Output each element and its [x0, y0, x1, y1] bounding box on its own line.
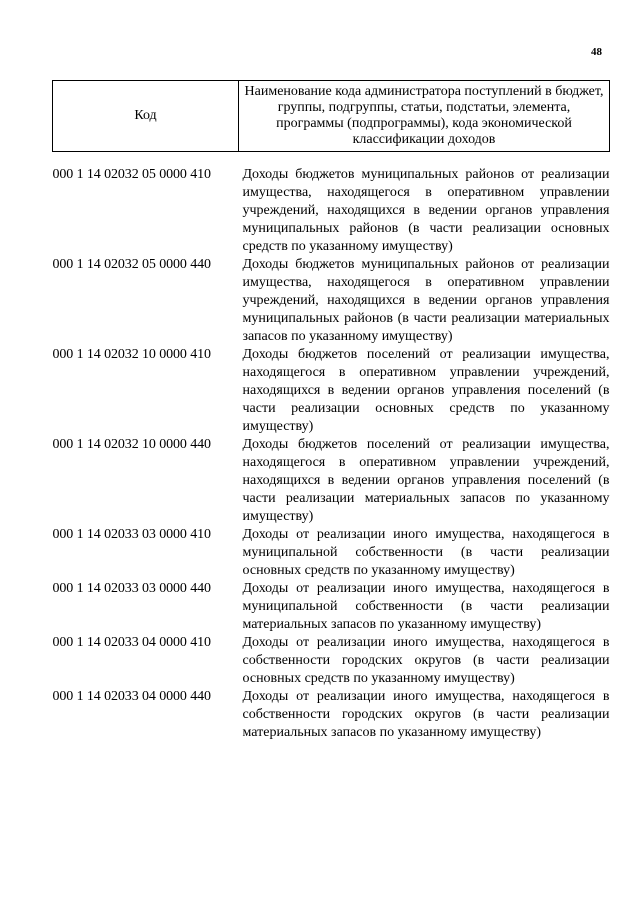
row-code: 000 1 14 02032 10 0000 440 — [52, 437, 211, 452]
table-row — [53, 688, 610, 742]
table-row — [53, 634, 610, 688]
row-code: 000 1 14 02032 05 0000 440 — [52, 257, 211, 272]
row-code: 000 1 14 02032 10 0000 410 — [52, 347, 211, 362]
row-name: Доходы от реализации иного имущества, находящегося в собственности городских округов (в части реализации основных средств по указанному имуществу) — [242, 635, 610, 686]
table-header-row — [53, 81, 610, 152]
income-codes-table — [52, 80, 610, 742]
row-name: Доходы бюджетов муниципальных районов от реализации имущества, находящегося в оперативном управлении учреждений, находящихся в ведении органов управления муниципальных районов (в части реализации материальных запасов по указанному имуществу) — [242, 257, 610, 344]
spacer-row — [53, 152, 610, 167]
table-row — [53, 526, 610, 580]
table-row — [53, 166, 610, 256]
row-name: Доходы бюджетов поселений от реализации имущества, находящегося в оперативном управлении учреждений, находящихся в ведении органов управления поселений (в части реализации материальных запасов по указанному имуществу) — [242, 437, 610, 524]
header-name: Наименование кода администратора поступлений в бюджет, группы, подгруппы, статьи, подстатьи, элемента, программы (подпрограммы), кода экономической классификации доходов — [239, 81, 610, 152]
table-row — [53, 580, 610, 634]
row-code: 000 1 14 02032 05 0000 410 — [52, 167, 211, 182]
page-number: 48 — [591, 46, 602, 58]
row-code: 000 1 14 02033 04 0000 440 — [52, 689, 211, 704]
table-row — [53, 256, 610, 346]
table-row — [53, 436, 610, 526]
header-code: Код — [53, 81, 239, 152]
row-code: 000 1 14 02033 03 0000 410 — [52, 527, 211, 542]
row-name: Доходы бюджетов поселений от реализации имущества, находящегося в оперативном управлении учреждений, находящихся в ведении органов управления поселений (в части реализации основных средств по указанному имуществу) — [242, 347, 610, 434]
row-name: Доходы от реализации иного имущества, находящегося в муниципальной собственности (в части реализации основных средств по указанному имуществу) — [242, 527, 610, 578]
row-name: Доходы бюджетов муниципальных районов от реализации имущества, находящегося в оперативном управлении учреждений, находящихся в ведении органов управления муниципальных районов (в части реализации основных средств по указанному имуществу) — [242, 167, 610, 254]
row-code: 000 1 14 02033 03 0000 440 — [52, 581, 211, 596]
row-code: 000 1 14 02033 04 0000 410 — [52, 635, 211, 650]
row-name: Доходы от реализации иного имущества, находящегося в муниципальной собственности (в части реализации материальных запасов по указанному имуществу) — [242, 581, 610, 632]
table-row — [53, 346, 610, 436]
row-name: Доходы от реализации иного имущества, находящегося в собственности городских округов (в части реализации материальных запасов по указанному имуществу) — [242, 689, 610, 740]
